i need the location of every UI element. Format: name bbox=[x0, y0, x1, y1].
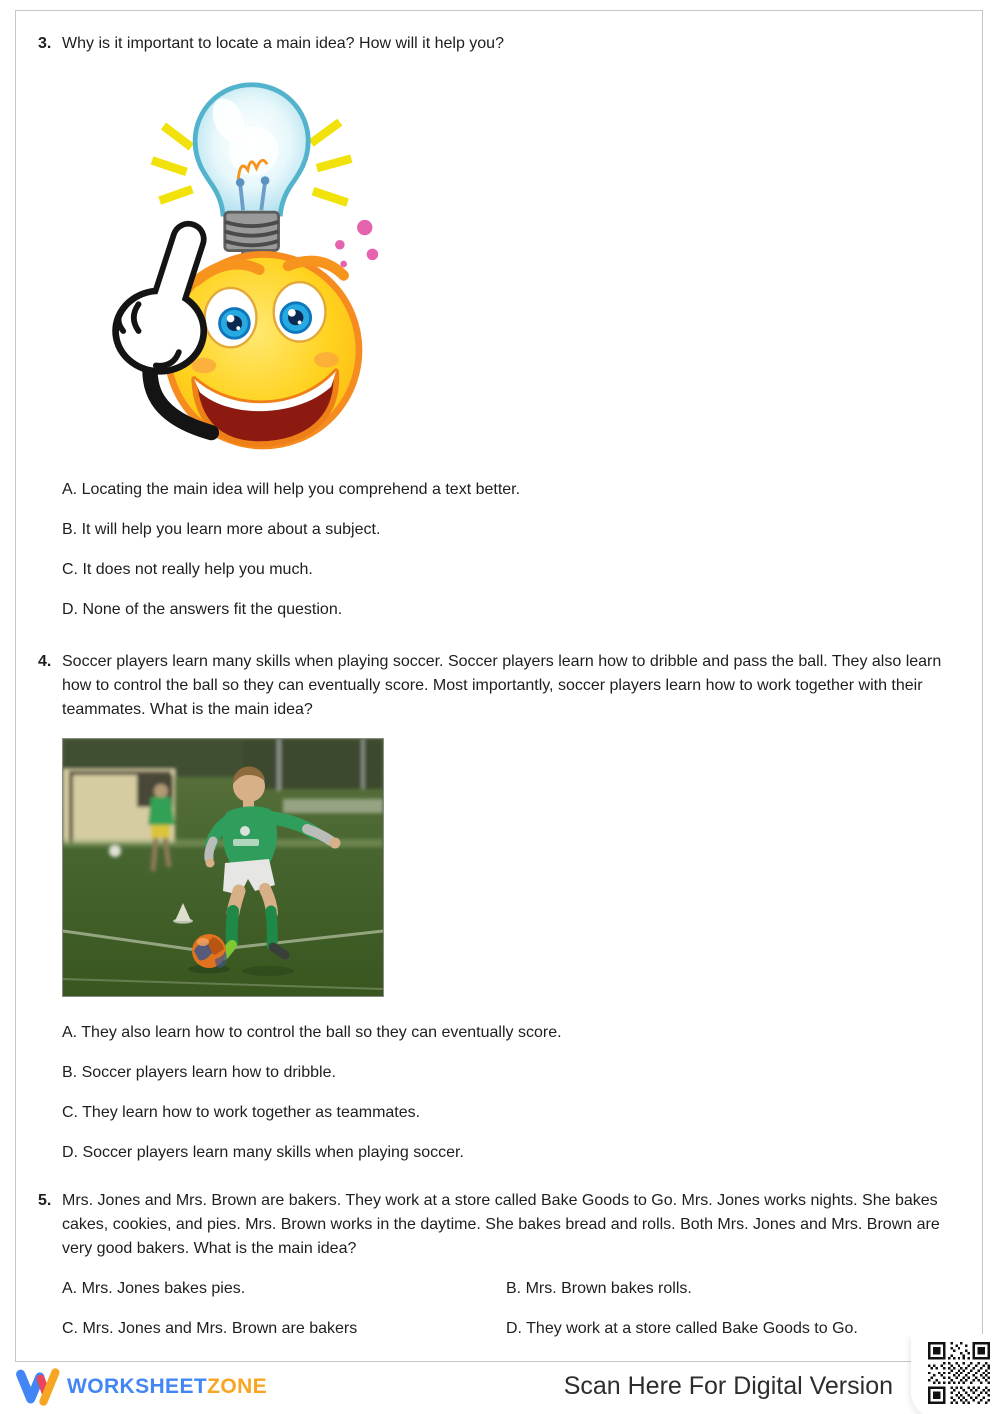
q3-option-c: C. It does not really help you much. bbox=[62, 561, 313, 578]
q5-option-c: C. Mrs. Jones and Mrs. Brown are bakers bbox=[62, 1320, 358, 1337]
soccer-photo-graphic bbox=[63, 739, 383, 996]
brand-wordmark bbox=[67, 1375, 267, 1399]
qr-code bbox=[928, 1342, 990, 1404]
soccer-boy-photo bbox=[62, 738, 384, 997]
question-5-options bbox=[62, 1277, 960, 1341]
q3-option-b: B. It will help you learn more about a subject. bbox=[62, 521, 381, 538]
question-5-number: 5. bbox=[38, 1192, 52, 1209]
q5-option-d: D. They work at a store called Bake Goods to Go. bbox=[506, 1320, 858, 1337]
question-4-options bbox=[62, 1021, 960, 1165]
scan-here-text: Scan Here For Digital Version bbox=[563, 1372, 893, 1400]
question-4 bbox=[38, 650, 960, 1165]
brand-primary: WORKSHEET bbox=[67, 1375, 208, 1398]
lightbulb-idea-smiley-illustration bbox=[60, 64, 405, 462]
page-content-frame bbox=[15, 10, 983, 1362]
smiley-lightbulb-icon bbox=[60, 64, 405, 462]
worksheetzone-logo bbox=[15, 1366, 267, 1408]
brand-secondary: ZONE bbox=[207, 1375, 268, 1398]
question-3 bbox=[38, 32, 960, 622]
q4-option-b: B. Soccer players learn how to dribble. bbox=[62, 1064, 336, 1081]
question-5 bbox=[38, 1189, 960, 1341]
question-3-options bbox=[62, 478, 960, 622]
question-5-text: Mrs. Jones and Mrs. Brown are bakers. They work at a store called Bake Goods to Go. Mrs. Jones works nights. She bakes cakes, cookies, and pies. Mrs. Brown works in the daytime. She bakes bread and rolls. Both Mrs. Jones and Mrs. Brown are very good bakers. What is the main idea? bbox=[62, 1192, 940, 1257]
page-footer bbox=[15, 1364, 985, 1414]
question-3-number: 3. bbox=[38, 35, 52, 52]
question-4-number: 4. bbox=[38, 653, 52, 670]
worksheetzone-logo-icon bbox=[15, 1366, 61, 1408]
q4-option-a: A. They also learn how to control the ball so they can eventually score. bbox=[62, 1024, 562, 1041]
question-4-text: Soccer players learn many skills when playing soccer. Soccer players learn how to dribble and pass the ball. They also learn how to control the ball so they can eventually score. Most importantly, soccer players learn how to work together with their teammates. What is the main idea? bbox=[62, 653, 942, 718]
question-3-text: Why is it important to locate a main idea? How will it help you? bbox=[62, 35, 504, 52]
q4-option-c: C. They learn how to work together as teammates. bbox=[62, 1104, 421, 1121]
q3-option-d: D. None of the answers fit the question. bbox=[62, 601, 343, 618]
q5-option-a: A. Mrs. Jones bakes pies. bbox=[62, 1280, 246, 1297]
q5-option-b: B. Mrs. Brown bakes rolls. bbox=[506, 1280, 692, 1297]
q4-option-d: D. Soccer players learn many skills when playing soccer. bbox=[62, 1144, 464, 1161]
q3-option-a: A. Locating the main idea will help you comprehend a text better. bbox=[62, 481, 521, 498]
